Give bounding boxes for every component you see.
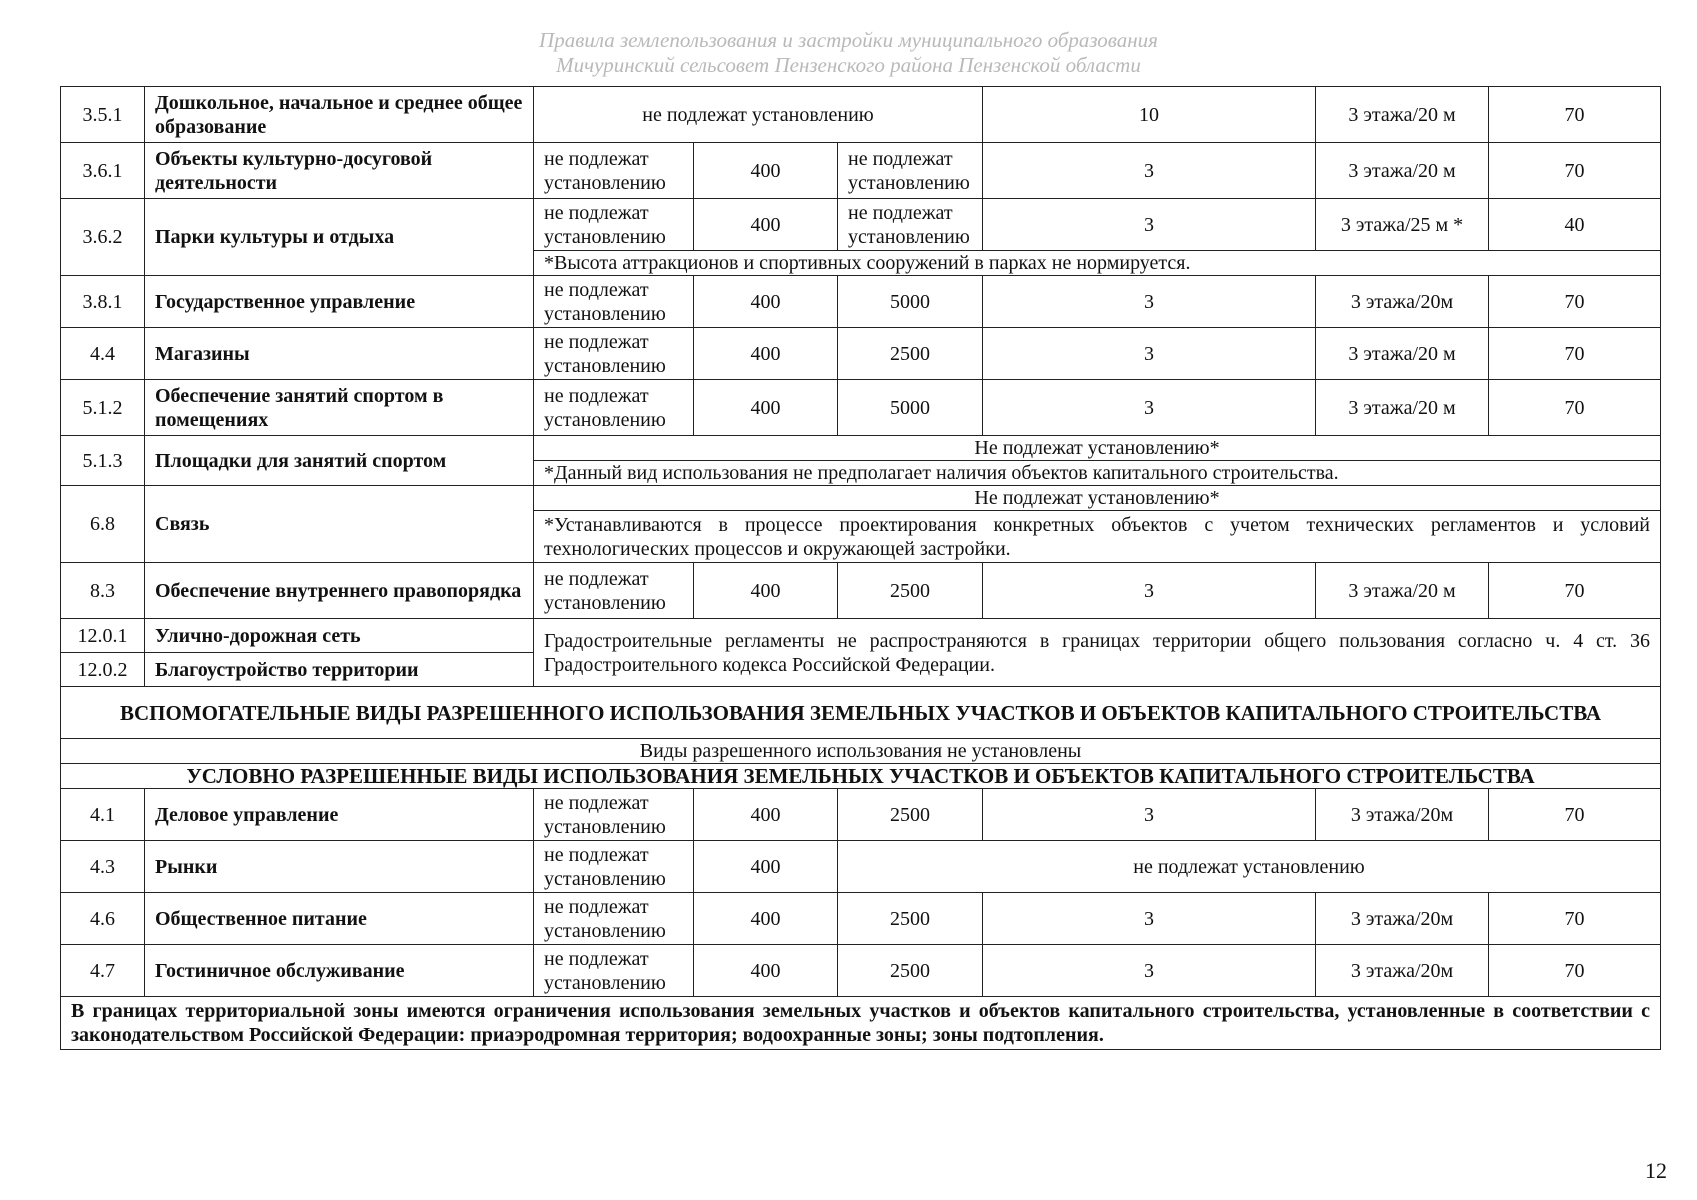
footnote-cell: *Устанавливаются в процессе проектирования конкретных объектов с учетом технических регламентов и условий технологических процессов и окружающей застройки. bbox=[534, 511, 1661, 563]
row-name: Улично-дорожная сеть bbox=[145, 619, 534, 653]
value-cell: 70 bbox=[1489, 143, 1661, 199]
row-name: Дошкольное, начальное и среднее общее образование bbox=[145, 87, 534, 143]
table-row bbox=[61, 87, 1661, 143]
value-cell: не подлежат установлению bbox=[534, 380, 694, 436]
value-cell: 2500 bbox=[838, 893, 983, 945]
row-code: 4.4 bbox=[61, 328, 145, 380]
table-row bbox=[61, 997, 1661, 1050]
value-cell: 400 bbox=[694, 893, 838, 945]
value-cell: не подлежат установлению bbox=[838, 199, 983, 251]
value-cell: 400 bbox=[694, 328, 838, 380]
header-line-2: Мичуринский сельсовет Пензенского района Пензенской области bbox=[556, 53, 1141, 77]
merged-cell: не подлежат установлению bbox=[534, 87, 983, 143]
value-cell: 3 этажа/20 м bbox=[1316, 143, 1489, 199]
value-cell: 400 bbox=[694, 199, 838, 251]
value-cell: 2500 bbox=[838, 945, 983, 997]
regulations-table bbox=[60, 86, 1661, 1050]
row-name: Рынки bbox=[145, 841, 534, 893]
value-cell: 3 этажа/20 м bbox=[1316, 380, 1489, 436]
table-row bbox=[61, 619, 1661, 653]
row-code: 6.8 bbox=[61, 486, 145, 563]
row-name: Государственное управление bbox=[145, 276, 534, 328]
value-cell: 70 bbox=[1489, 893, 1661, 945]
row-code: 12.0.2 bbox=[61, 653, 145, 687]
footnote-cell: *Данный вид использования не предполагает наличия объектов капитального строительства. bbox=[534, 461, 1661, 486]
value-cell: 400 bbox=[694, 563, 838, 619]
value-cell: 3 bbox=[983, 276, 1316, 328]
value-cell: 40 bbox=[1489, 199, 1661, 251]
section-text: Виды разрешенного использования не установлены bbox=[61, 739, 1661, 764]
table-row bbox=[61, 945, 1661, 997]
document-header bbox=[0, 28, 1697, 78]
value-cell: 5000 bbox=[838, 276, 983, 328]
value-cell: не подлежат установлению bbox=[534, 841, 694, 893]
table-row bbox=[61, 276, 1661, 328]
value-cell: не подлежат установлению bbox=[534, 893, 694, 945]
value-cell: 3 bbox=[983, 563, 1316, 619]
table-row bbox=[61, 739, 1661, 764]
value-cell: 400 bbox=[694, 789, 838, 841]
row-name: Деловое управление bbox=[145, 789, 534, 841]
row-code: 3.6.1 bbox=[61, 143, 145, 199]
row-code: 5.1.3 bbox=[61, 436, 145, 486]
value-cell: 3 bbox=[983, 199, 1316, 251]
value-cell: 400 bbox=[694, 841, 838, 893]
value-cell: 5000 bbox=[838, 380, 983, 436]
table-row bbox=[61, 841, 1661, 893]
value-cell: 3 этажа/20м bbox=[1316, 945, 1489, 997]
row-code: 5.1.2 bbox=[61, 380, 145, 436]
header-line-1: Правила землепользования и застройки муниципального образования bbox=[539, 28, 1158, 52]
value-cell: 10 bbox=[983, 87, 1316, 143]
value-cell: 3 этажа/20м bbox=[1316, 893, 1489, 945]
value-cell: 400 bbox=[694, 380, 838, 436]
value-cell: 2500 bbox=[838, 328, 983, 380]
merged-note-cell: Градостроительные регламенты не распространяются в границах территории общего пользования согласно ч. 4 ст. 36 Градостроительного кодекса Российской Федерации. bbox=[534, 619, 1661, 687]
value-cell: 70 bbox=[1489, 87, 1661, 143]
row-code: 12.0.1 bbox=[61, 619, 145, 653]
row-name: Площадки для занятий спортом bbox=[145, 436, 534, 486]
row-code: 4.1 bbox=[61, 789, 145, 841]
row-code: 3.5.1 bbox=[61, 87, 145, 143]
zone-restrictions-note: В границах территориальной зоны имеются ограничения использования земельных участков и объектов капитального строительства, установленные в соответствии с законодательством Российской Федерации: приаэродромная территория; водоохранные зоны; зоны подтопления. bbox=[61, 997, 1661, 1050]
value-cell: 3 bbox=[983, 945, 1316, 997]
value-cell: 70 bbox=[1489, 380, 1661, 436]
table-row bbox=[61, 687, 1661, 739]
table-row bbox=[61, 143, 1661, 199]
row-name: Связь bbox=[145, 486, 534, 563]
value-cell: 70 bbox=[1489, 276, 1661, 328]
value-cell: 3 bbox=[983, 893, 1316, 945]
value-cell: не подлежат установлению bbox=[534, 276, 694, 328]
value-cell: не подлежат установлению bbox=[534, 945, 694, 997]
value-cell: 2500 bbox=[838, 563, 983, 619]
row-code: 3.6.2 bbox=[61, 199, 145, 276]
value-cell: 3 этажа/20 м bbox=[1316, 87, 1489, 143]
value-cell: 70 bbox=[1489, 945, 1661, 997]
row-name: Объекты культурно-досуговой деятельности bbox=[145, 143, 534, 199]
value-cell: 3 bbox=[983, 328, 1316, 380]
value-cell: 2500 bbox=[838, 789, 983, 841]
row-name: Обеспечение занятий спортом в помещениях bbox=[145, 380, 534, 436]
table-row bbox=[61, 328, 1661, 380]
row-code: 3.8.1 bbox=[61, 276, 145, 328]
value-cell: 3 bbox=[983, 380, 1316, 436]
table-row bbox=[61, 486, 1661, 511]
value-cell: 3 этажа/20м bbox=[1316, 276, 1489, 328]
value-cell: 70 bbox=[1489, 328, 1661, 380]
value-cell: 400 bbox=[694, 143, 838, 199]
value-cell: 70 bbox=[1489, 563, 1661, 619]
value-cell: не подлежат установлению bbox=[534, 789, 694, 841]
row-name: Магазины bbox=[145, 328, 534, 380]
merged-cell: Не подлежат установлению* bbox=[534, 486, 1661, 511]
table-row bbox=[61, 563, 1661, 619]
merged-cell: не подлежат установлению bbox=[838, 841, 1661, 893]
value-cell: 3 bbox=[983, 789, 1316, 841]
value-cell: 3 этажа/20 м bbox=[1316, 563, 1489, 619]
value-cell: 3 этажа/25 м * bbox=[1316, 199, 1489, 251]
table-row bbox=[61, 199, 1661, 251]
row-name: Парки культуры и отдыха bbox=[145, 199, 534, 276]
table-row bbox=[61, 436, 1661, 461]
section-heading: ВСПОМОГАТЕЛЬНЫЕ ВИДЫ РАЗРЕШЕННОГО ИСПОЛЬЗОВАНИЯ ЗЕМЕЛЬНЫХ УЧАСТКОВ И ОБЪЕКТОВ КАПИТАЛЬНОГО СТРОИТЕЛЬСТВА bbox=[61, 687, 1661, 739]
table-row bbox=[61, 380, 1661, 436]
table-row bbox=[61, 789, 1661, 841]
value-cell: 400 bbox=[694, 276, 838, 328]
row-code: 8.3 bbox=[61, 563, 145, 619]
value-cell: 3 этажа/20м bbox=[1316, 789, 1489, 841]
merged-cell: Не подлежат установлению* bbox=[534, 436, 1661, 461]
table-row bbox=[61, 893, 1661, 945]
value-cell: не подлежат установлению bbox=[534, 563, 694, 619]
row-name: Благоустройство территории bbox=[145, 653, 534, 687]
value-cell: не подлежат установлению bbox=[838, 143, 983, 199]
row-code: 4.7 bbox=[61, 945, 145, 997]
row-code: 4.6 bbox=[61, 893, 145, 945]
page-number: 12 bbox=[1645, 1158, 1667, 1183]
table-row bbox=[61, 764, 1661, 789]
footnote-cell: *Высота аттракционов и спортивных сооружений в парках не нормируется. bbox=[534, 251, 1661, 276]
value-cell: 3 этажа/20 м bbox=[1316, 328, 1489, 380]
value-cell: 70 bbox=[1489, 789, 1661, 841]
section-heading: УСЛОВНО РАЗРЕШЕННЫЕ ВИДЫ ИСПОЛЬЗОВАНИЯ ЗЕМЕЛЬНЫХ УЧАСТКОВ И ОБЪЕКТОВ КАПИТАЛЬНОГО СТРОИТЕЛЬСТВА bbox=[61, 764, 1661, 789]
value-cell: не подлежат установлению bbox=[534, 328, 694, 380]
value-cell: не подлежат установлению bbox=[534, 143, 694, 199]
value-cell: 400 bbox=[694, 945, 838, 997]
row-name: Обеспечение внутреннего правопорядка bbox=[145, 563, 534, 619]
value-cell: 3 bbox=[983, 143, 1316, 199]
value-cell: не подлежат установлению bbox=[534, 199, 694, 251]
row-name: Общественное питание bbox=[145, 893, 534, 945]
row-name: Гостиничное обслуживание bbox=[145, 945, 534, 997]
row-code: 4.3 bbox=[61, 841, 145, 893]
